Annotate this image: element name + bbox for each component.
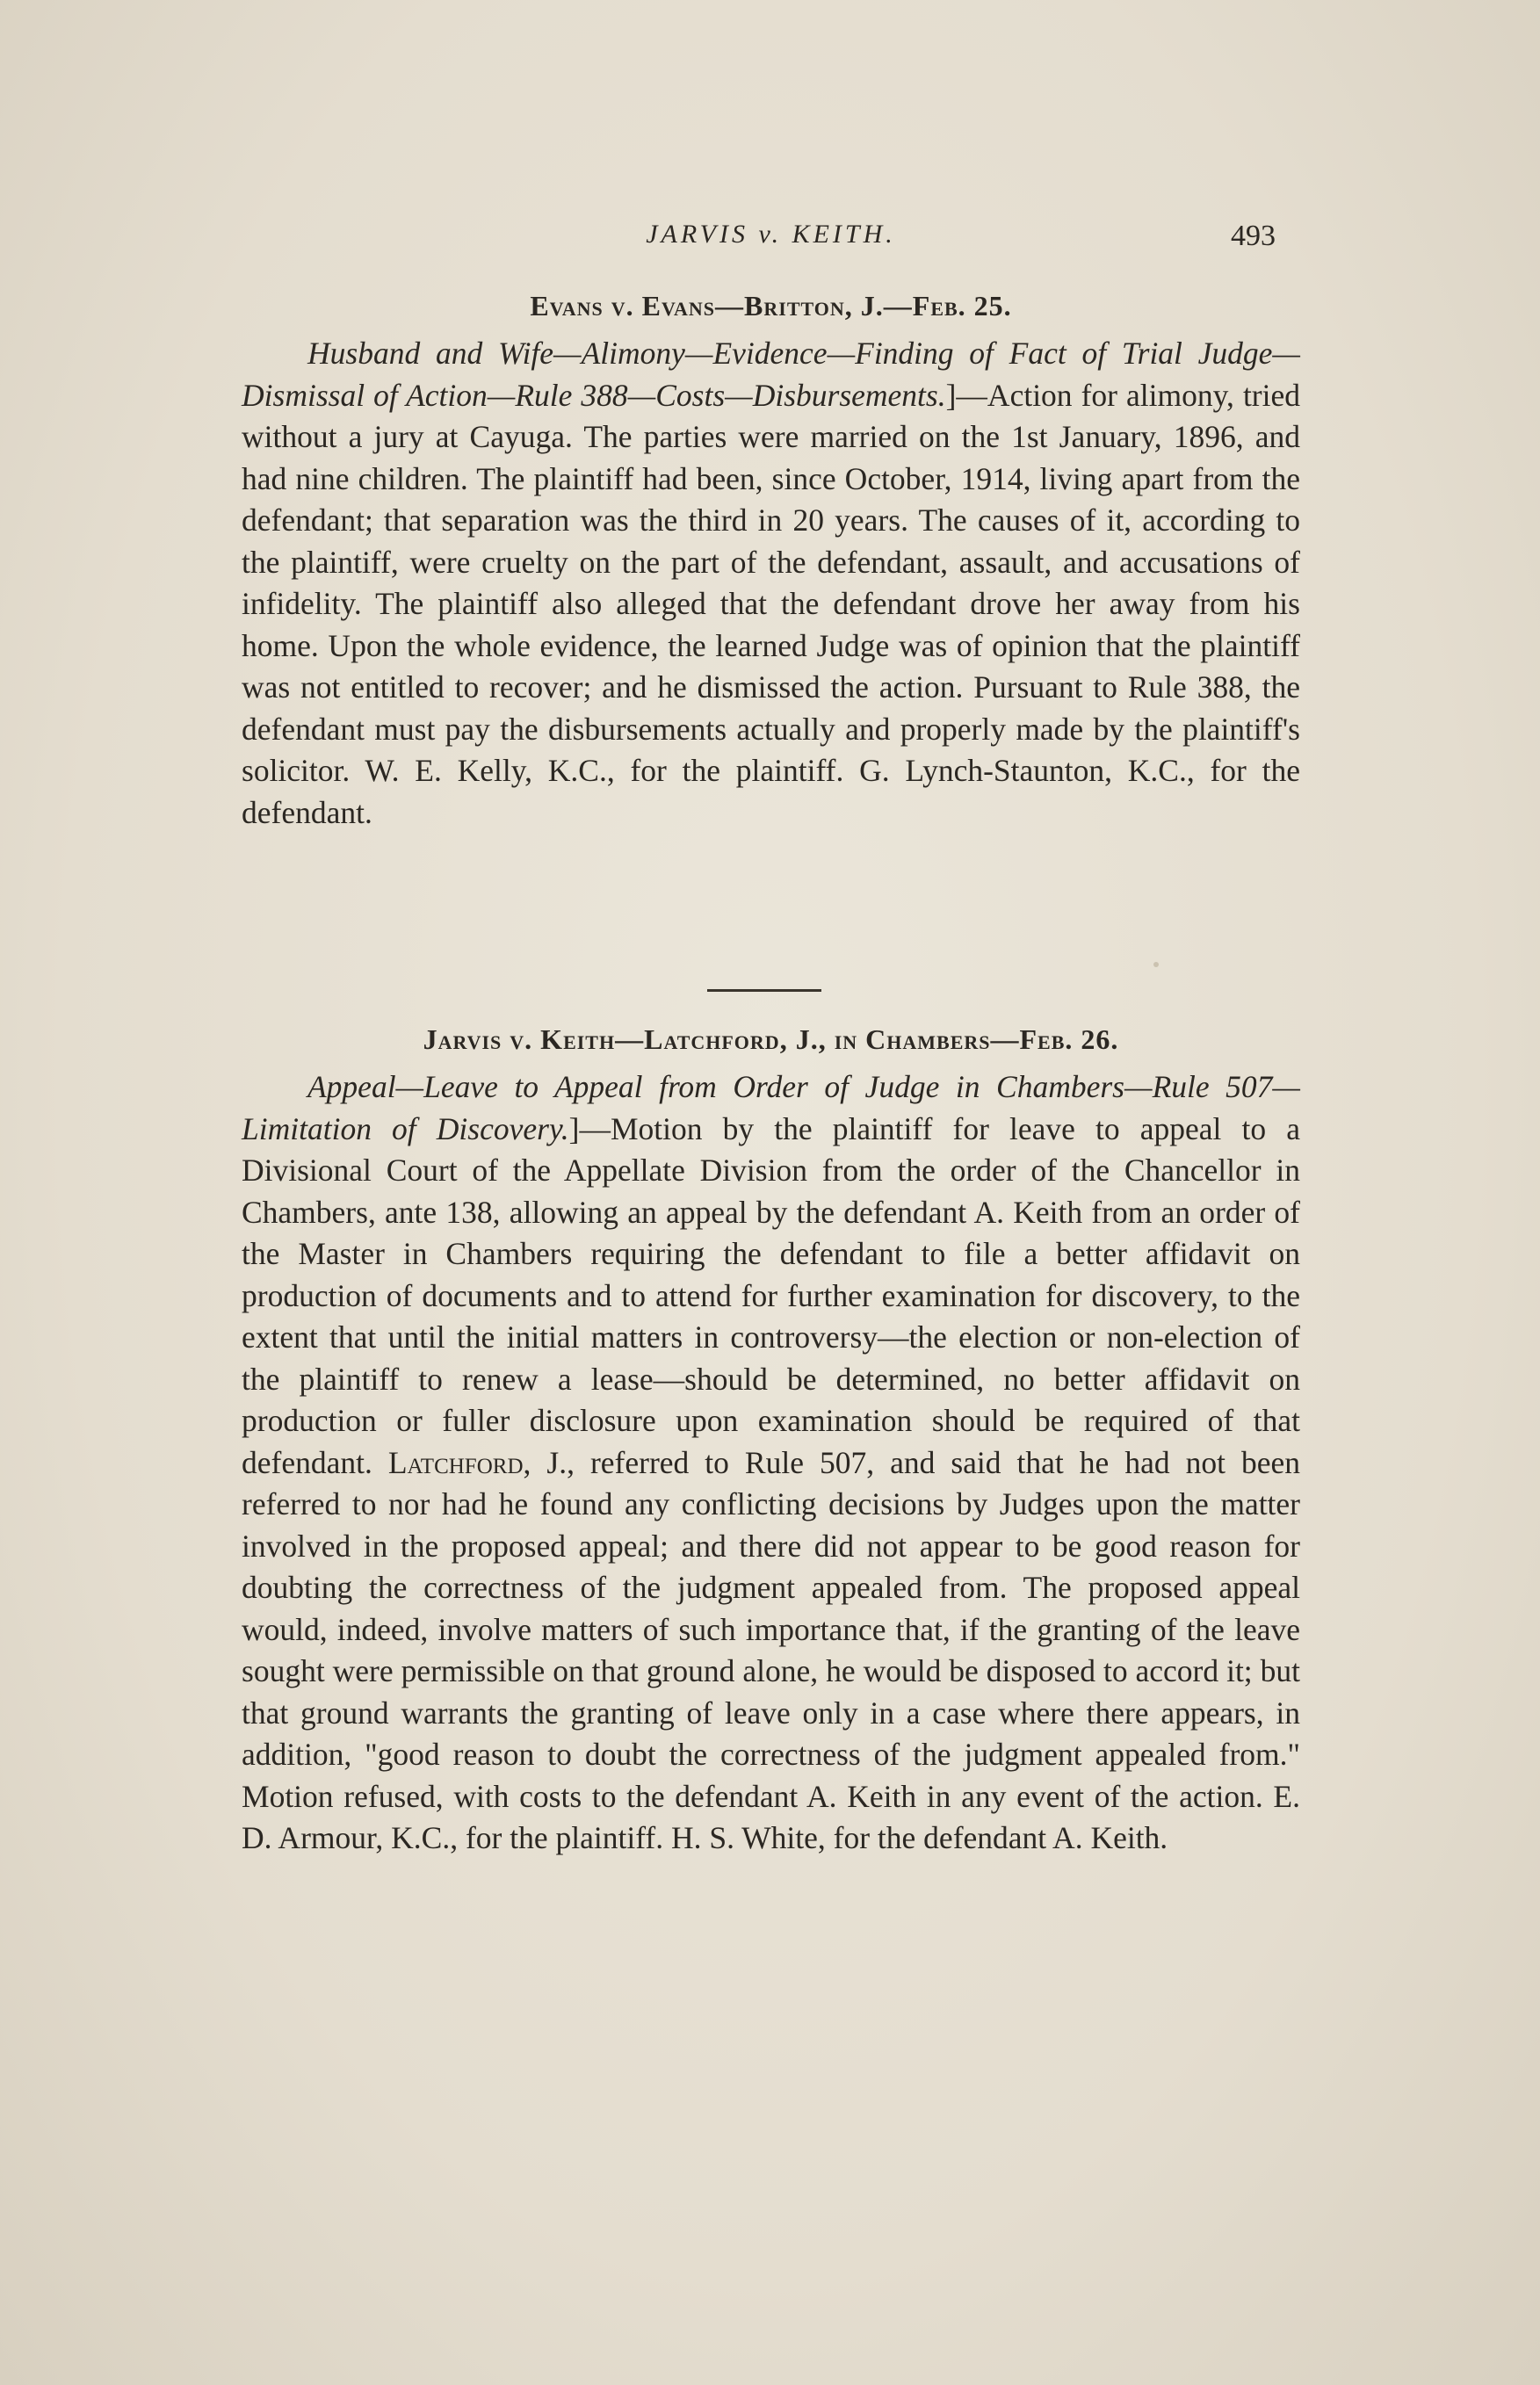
case-text: ]—Action for alimony, tried without a jury at Cayuga. The parties were married on the 1st January, 1896, and had nine children. The plaintiff had been, since October, 1914, living apart from the defendant; that separation was the third in 20 years. The causes of it, according to the plaintiff, were cruelty on the part of the defendant, assault, and accusations of infidelity. The plaintiff also alleged that the defendant drove her away from his home. Upon the whole evidence, the learned Judge was of opinion that the plaintiff was not entitled to recover; and he dismissed the action. Pursuant to Rule 388, the defendant must pay the disbursements actually and properly made by the plaintiff's solicitor. W. E. Kelly, K.C., for the plaintiff. G. Lynch-Staunton, K.C., for the defendant. — [242, 377, 1300, 830]
paper-speck — [1153, 962, 1159, 967]
running-head — [242, 220, 1300, 272]
case-body — [242, 333, 1300, 834]
judge-name: Latchford — [387, 1444, 524, 1480]
page-number: 493 — [1231, 220, 1276, 252]
running-title: JARVIS v. KEITH. — [646, 220, 896, 249]
case-body — [242, 1066, 1300, 1860]
section-divider — [707, 989, 821, 992]
case-heading: Evans v. Evans—Britton, J.—Feb. 25. — [530, 290, 1012, 322]
case-jarvis-v-keith — [242, 1023, 1300, 1860]
case-catchwords: Appeal—Leave to Appeal from Order of Judge in Chambers—Rule 507—Limitation of Discovery. — [242, 1069, 1300, 1146]
case-heading: Jarvis v. Keith—Latchford, J., in Chambers—Feb. 26. — [423, 1023, 1119, 1055]
case-evans-v-evans — [242, 290, 1300, 834]
case-text: ]—Motion by the plaintiff for leave to appeal to a Divisional Court of the Appellate Division from the order of the Chancellor in Chambers, ante 138, allowing an appeal by the defendant A. Keith from an order of the Master in Chambers requiring the defendant to file a better affidavit on production of documents and to attend for further examination for discovery, to the extent that until the initial matters in controversy—the election or non-election of the plaintiff to renew a lease—should be determined, no better affidavit on production or fuller disclosure upon examination should be required of that defendant. — [242, 1110, 1300, 1480]
case-text-continued: , J., referred to Rule 507, and said that he had not been referred to nor had he found any conflicting decisions by Judges upon the matter involved in the proposed appeal; and there did not appear to be good reason for doubting the correctness of the judgment appealed from. The proposed appeal would, indeed, involve matters of such importance that, if the granting of the leave sought were permissible on that ground alone, he would be disposed to accord it; but that ground warrants the granting of leave only in a case where there appears, in addition, "good reason to doubt the correctness of the judgment appealed from." Motion refused, with costs to the defendant A. Keith in any event of the action. E. D. Armour, K.C., for the plaintiff. H. S. White, for the defendant A. Keith. — [242, 1444, 1300, 1855]
case-catchwords: Husband and Wife—Alimony—Evidence—Finding of Fact of Trial Judge—Dismissal of Action—Rule 388—Costs—Disbursements. — [242, 336, 1300, 413]
